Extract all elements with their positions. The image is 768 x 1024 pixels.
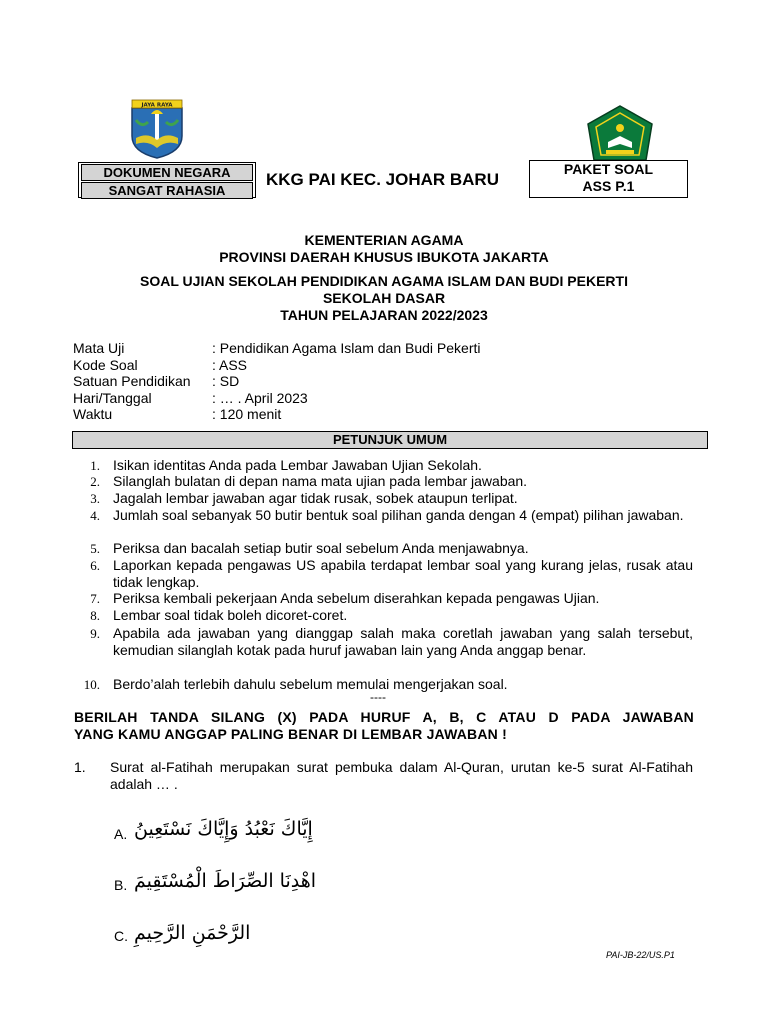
document-classification-box [78,162,256,198]
title-year: TAHUN PELAJARAN 2022/2023 [280,307,488,323]
separator-dashes: ---- [370,690,386,704]
option-a-arabic: إِيَّاكَ نَعْبُدُ وَإِيَّاكَ نَسْتَعِينُ [134,818,313,840]
list-item-number: 10. [83,677,100,692]
doc-line-2: SANGAT RAHASIA [81,182,253,199]
list-item-number: 6. [90,558,100,573]
question-number: 1. [74,759,86,775]
meta-label-kode-soal: Kode Soal [73,357,138,373]
paket-line-2: ASS P.1 [582,178,635,194]
list-item: Silanglah bulatan di depan nama mata ujian pada lembar jawaban. [113,473,528,489]
option-a-label: A. [114,826,128,842]
option-c-label: C. [114,928,128,944]
list-item: Jagalah lembar jawaban agar tidak rusak, sobek ataupun terlipat. [113,490,518,506]
page-code-footer: PAI-JB-22/US.P1 [606,950,675,960]
meta-value-mata-uji: : Pendidikan Agama Islam dan Budi Pekerti [212,340,481,356]
title-province: PROVINSI DAERAH KHUSUS IBUKOTA JAKARTA [219,249,549,265]
list-item-number: 2. [90,474,100,489]
paket-line-1: PAKET SOAL [563,161,654,177]
list-item: Periksa dan bacalah setiap butir soal sebelum Anda menjawabnya. [113,540,529,556]
jakarta-emblem-logo [128,98,186,160]
list-item: Periksa kembali pekerjaan Anda sebelum diserahkan kepada pengawas Ujian. [113,590,600,606]
list-item-number: 8. [90,608,100,623]
doc-line-1: DOKUMEN NEGARA [81,164,253,181]
paket-soal-box [529,160,688,198]
meta-value-hari: : … . April 2023 [212,390,308,406]
meta-label-hari: Hari/Tanggal [73,390,152,406]
meta-label-mata-uji: Mata Uji [73,340,125,356]
list-item-number: 4. [90,508,100,523]
meta-value-waktu: : 120 menit [212,406,282,422]
list-item-number: 5. [90,541,100,556]
list-item: Jumlah soal sebanyak 50 butir bentuk soal pilihan ganda dengan 4 (empat) pilihan jawaban. [113,507,684,523]
list-item-number: 9. [90,626,100,641]
title-exam: SOAL UJIAN SEKOLAH PENDIDIKAN AGAMA ISLAM DAN BUDI PEKERTI [140,273,628,289]
option-c-arabic: الرَّحْمَنِ الرَّحِيمِ [134,922,251,944]
kkg-title: KKG PAI KEC. JOHAR BARU [266,170,499,189]
kemenag-logo [584,104,656,166]
list-item: Lembar soal tidak boleh dicoret-coret. [113,607,348,623]
list-item: Laporkan kepada pengawas US apabila terdapat lembar soal yang kurang jelas, rusak atau tidak lengkap. [113,557,693,590]
title-ministry: KEMENTERIAN AGAMA [304,232,464,248]
meta-value-satuan: : SD [212,373,240,389]
list-item: Isikan identitas Anda pada Lembar Jawaban Ujian Sekolah. [113,457,482,473]
list-item: Apabila ada jawaban yang dianggap salah maka coretlah jawaban yang salah tersebut, kemudian silanglah kotak pada huruf jawaban lain yang Anda anggap benar. [113,625,693,658]
meta-label-waktu: Waktu [73,406,113,422]
title-school-level: SEKOLAH DASAR [322,290,446,306]
answer-instruction [74,709,694,743]
instruction-line-1: BERILAH TANDA SILANG (X) PADA HURUF A, B, C ATAU D PADA JAWABAN [74,709,694,725]
petunjuk-heading: PETUNJUK UMUM [72,431,708,449]
list-item-number: 3. [90,491,100,506]
svg-text:JAYA RAYA: JAYA RAYA [141,102,173,109]
option-b-arabic: اهْدِنَا الصِّرَاطَ الْمُسْتَقِيمَ [134,870,317,892]
list-item-number: 1. [90,458,100,473]
question-text: Surat al-Fatihah merupakan surat pembuka dalam Al-Quran, urutan ke-5 surat Al-Fatihah adalah … . [110,759,693,792]
list-item-number: 7. [90,591,100,606]
meta-label-satuan: Satuan Pendidikan [73,373,191,389]
option-b-label: B. [114,877,128,893]
meta-value-kode-soal: : ASS [212,357,248,373]
list-item: Berdo’alah terlebih dahulu sebelum memulai mengerjakan soal. [113,676,508,692]
instruction-line-2: YANG KAMU ANGGAP PALING BENAR DI LEMBAR JAWABAN ! [74,726,507,742]
